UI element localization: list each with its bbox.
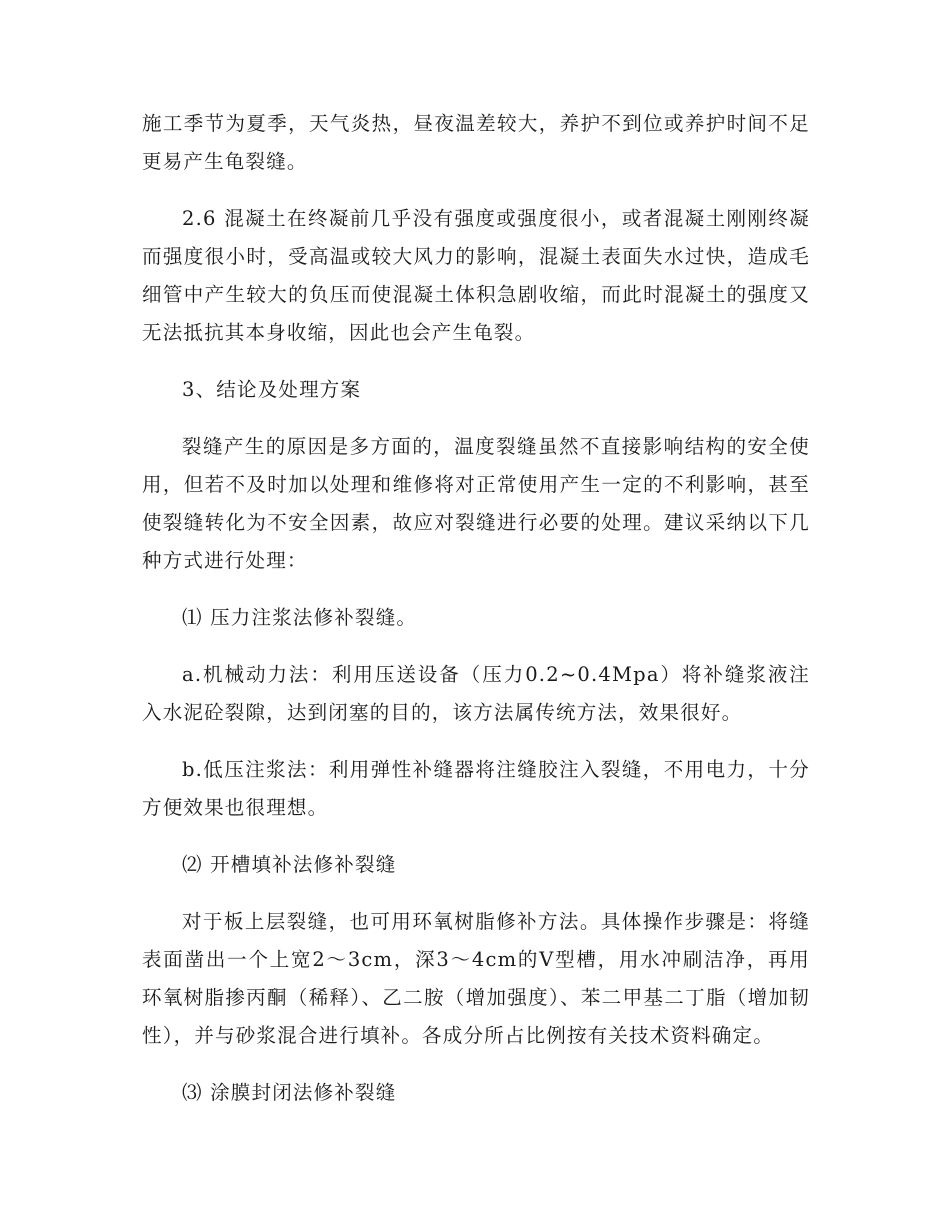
paragraph-low-pressure-method: b.低压注浆法：利用弹性补缝器将注缝胶注入裂缝，不用电力，十分方便效果也很理想。: [142, 758, 810, 819]
subheading-film-sealing: ⑶ 涂膜封闭法修补裂缝: [182, 1081, 397, 1104]
paragraph-curing-season: 施工季节为夏季，天气炎热，昼夜温差较大，养护不到位或养护时间不足更易产生龟裂缝。: [142, 112, 810, 173]
paragraph-crack-causes: 裂缝产生的原因是多方面的，温度裂缝虽然不直接影响结构的安全使用，但若不及时加以处理和维修将对正常使用产生一定的不利影响，甚至使裂缝转化为不安全因素，故应对裂缝进行必要的处理。建议采纳以下几种方式进行处理：: [142, 435, 810, 572]
paragraph-epoxy-repair: 对于板上层裂缝，也可用环氧树脂修补方法。具体操作步骤是：将缝表面凿出一个上宽2～3cm，深3～4cm的V型槽，用水冲刷洁净，再用环氧树脂掺丙酮（稀释）、乙二胺（增加强度）、苯二甲基二丁脂（增加韧性），并与砂浆混合进行填补。各成分所占比例按有关技术资料确定。: [142, 910, 810, 1047]
section-heading-conclusion: 3、结论及处理方案: [182, 378, 362, 401]
subheading-pressure-grouting: ⑴ 压力注浆法修补裂缝。: [182, 606, 418, 629]
paragraph-mechanical-method: a.机械动力法：利用压送设备（压力0.2~0.4Mpa）将补缝浆液注入水泥砼裂隙，达到闭塞的目的，该方法属传统方法，效果很好。: [142, 663, 810, 724]
subheading-groove-filling: ⑵ 开槽填补法修补裂缝: [182, 853, 397, 876]
document-body: [142, 105, 810, 1131]
paragraph-2-6-shrinkage: 2.6 混凝土在终凝前几乎没有强度或强度很小，或者混凝土刚刚终凝而强度很小时，受高温或较大风力的影响，混凝土表面失水过快，造成毛细管中产生较大的负压而使混凝土体积急剧收缩，而此时混凝土的强度又无法抵抗其本身收缩，因此也会产生龟裂。: [142, 207, 810, 344]
